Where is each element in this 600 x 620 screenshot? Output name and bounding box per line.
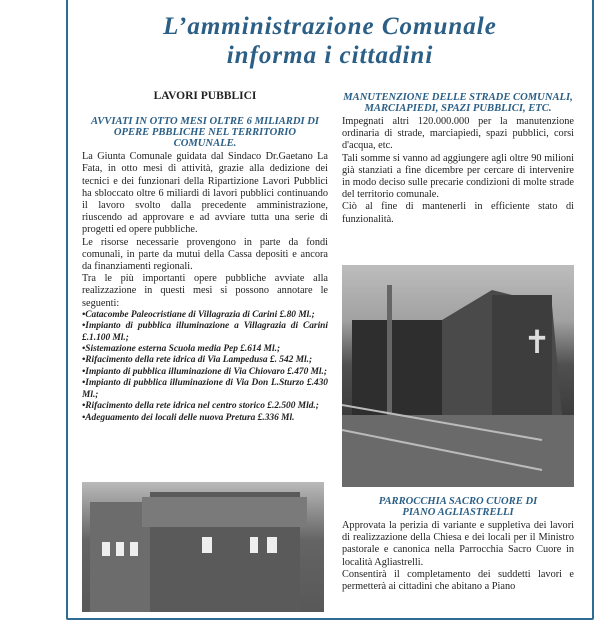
road-maintenance-column <box>342 90 574 226</box>
paragraph: Approvata la perizia di variante e suppletiva dei lavori di realizzazione della Chiesa e dei locali per il Ministro pastorale e canonica nella Parrocchia Sacro Cuore in località Agliastrelli. <box>342 520 574 568</box>
list-item: • Impianto di pubblica illuminazione di Via Don L.Sturzo £.430 Ml.; <box>82 378 328 401</box>
list-item: • Rifacimento della rete idrica nel centro storico £.2.500 Mld.; <box>82 401 328 412</box>
paragraph: Le risorse necessarie provengono in parte da fondi comunali, in parte da mutui della Cassa depositi e ancora da finanziamenti regionali. <box>82 236 328 273</box>
page-title <box>66 12 594 70</box>
paragraph: Tali somme si vanno ad aggiungere agli oltre 90 milioni già stanziati a fine dicembre per cercare di intervenire in modo deciso sulle precarie condizioni di molte strade del territorio comunale. <box>342 152 574 201</box>
article-heading: MANUTENZIONE DELLE STRADE COMUNALI, MARCIAPIEDI, SPAZI PUBBLICI, ETC. <box>343 92 573 114</box>
list-item: • Sistemazione esterna Scuola media Pep £.614 Ml.; <box>82 344 328 355</box>
paragraph: La Giunta Comunale guidata dal Sindaco Dr.Gaetano La Fata, in otto mesi di attività, grazie alla dedizione dei tecnici e dei funzionari della Ripartizione Lavori Pubblici ha sbloccato oltre 6 miliardi di lavori pubblici continuando il lavoro svolto dalla precedente amministrazione, riuscendo ad approvare e ad avviare tutta una serie di progetti ed opere pubbliche. <box>82 151 328 236</box>
paragraph: Impegnati altri 120.000.000 per la manutenzione ordinaria di strade, marciapiedi, spazi pubblici, corsi d'acqua, etc. <box>342 116 574 152</box>
list-item: • Catacombe Paleocristiane di Villagrazia di Carini £.80 Ml.; <box>82 310 328 321</box>
church-photo <box>342 265 574 487</box>
list-item: • Rifacimento della rete idrica di Via Lampedusa £. 542 Ml.; <box>82 355 328 366</box>
church-photo-illustration <box>342 265 574 487</box>
parish-section <box>342 496 574 520</box>
svg-text:✝: ✝ <box>523 324 551 360</box>
section-title: LAVORI PUBBLICI <box>153 90 257 102</box>
list-item: • Impianto di pubblica illuminazione a Villagrazia di Carini £.1.100 Ml.; <box>82 321 328 344</box>
title-line-2: informa i cittadini <box>226 42 434 69</box>
building-photo-illustration <box>82 482 324 612</box>
building-photo <box>82 482 324 612</box>
paragraph: Tra le più importanti opere pubbliche avviate alla realizzazione in questi mesi si possono annotare le seguenti: <box>82 273 328 309</box>
title-line-1: L’amministrazione Comunale <box>163 13 497 40</box>
paragraph: Consentirà il completamento dei suddetti lavori e permetterà ai cittadini che abitano a Piano <box>342 568 574 593</box>
parish-text <box>342 520 574 593</box>
public-works-column <box>82 90 328 424</box>
list-item: • Adeguamento dei locali delle nuova Pretura £.336 Ml. <box>82 413 328 424</box>
paragraph: Ciò al fine di mantenerli in efficiente stato di funzionalità. <box>342 201 574 225</box>
article-heading: PARROCCHIA SACRO CUORE DI PIANO AGLIASTRELLI <box>378 496 538 518</box>
article-heading: AVVIATI IN OTTO MESI OLTRE 6 MILIARDI DI OPERE PBBLICHE NEL TERRITORIO COMUNALE. <box>90 116 320 150</box>
works-list <box>82 310 328 424</box>
list-item: • Impianto di pubblica illuminazione di Via Chiovaro £.470 Ml.; <box>82 367 328 378</box>
